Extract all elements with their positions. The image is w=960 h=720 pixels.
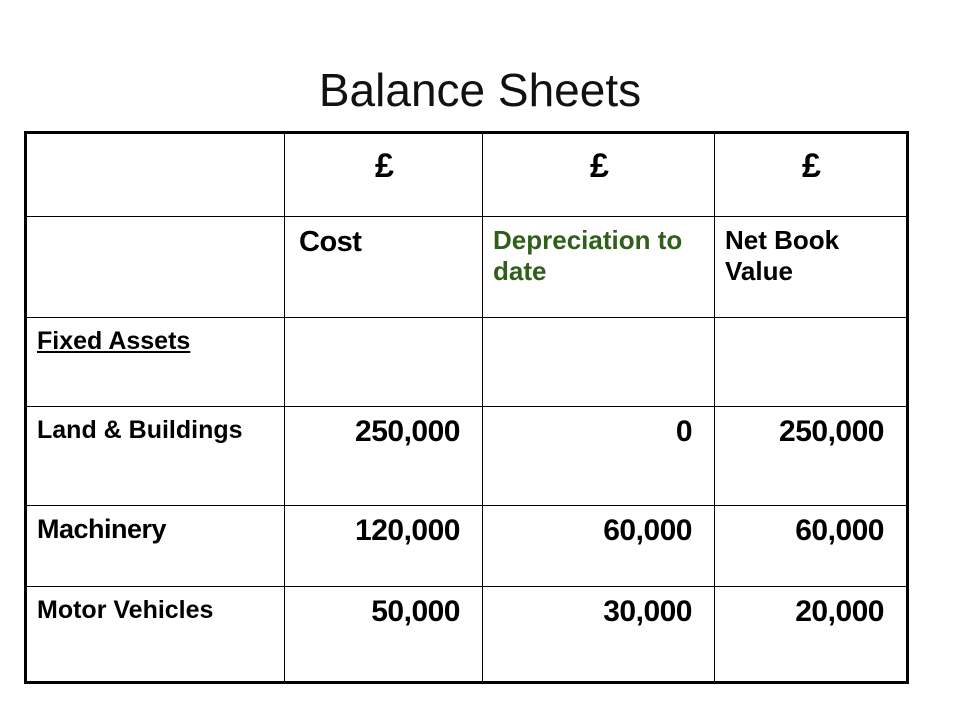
- nbv-cell: [715, 506, 907, 587]
- row-label-cell: [27, 587, 285, 682]
- depreciation-cell: [483, 587, 715, 682]
- balance-sheet-table: [26, 133, 907, 682]
- row-label: Machinery: [37, 514, 167, 544]
- nbv-value: 250,000: [779, 415, 884, 448]
- currency-symbol: £: [590, 147, 609, 185]
- header-nbv-cell: [715, 217, 907, 318]
- row-label-cell: [27, 407, 285, 506]
- table-row: [27, 407, 907, 506]
- section-row: [27, 318, 907, 407]
- cost-value: 50,000: [371, 595, 460, 628]
- section-label-fixed-assets: Fixed Assets: [37, 327, 191, 355]
- currency-cell-nbv: [715, 134, 907, 217]
- currency-row: [27, 134, 907, 217]
- section-label-cell: [27, 318, 285, 407]
- header-cost-cell: [285, 217, 483, 318]
- row-label-cell: [27, 506, 285, 587]
- cost-cell: [285, 506, 483, 587]
- row-label: Motor Vehicles: [37, 596, 214, 624]
- table-row: [27, 506, 907, 587]
- header-net-book-value: Net Book Value: [725, 225, 840, 286]
- currency-cell-depreciation: [483, 134, 715, 217]
- nbv-cell: [715, 587, 907, 682]
- cost-cell: [285, 587, 483, 682]
- depreciation-cell: [483, 506, 715, 587]
- nbv-value: 60,000: [795, 514, 884, 547]
- cost-value: 120,000: [355, 514, 460, 547]
- cost-cell: [285, 407, 483, 506]
- depreciation-cell: [483, 407, 715, 506]
- header-depreciation-cell: [483, 217, 715, 318]
- depreciation-value: 60,000: [603, 514, 692, 547]
- empty-cell: [27, 217, 285, 318]
- currency-symbol: £: [375, 147, 394, 185]
- table-row: [27, 587, 907, 682]
- header-cost: Cost: [299, 226, 362, 258]
- empty-cell: [27, 134, 285, 217]
- currency-cell-cost: [285, 134, 483, 217]
- empty-cell: [483, 318, 715, 407]
- nbv-cell: [715, 407, 907, 506]
- slide-title: Balance Sheets: [318, 64, 642, 116]
- currency-symbol: £: [802, 147, 821, 185]
- empty-cell: [715, 318, 907, 407]
- depreciation-value: 30,000: [603, 595, 692, 628]
- column-header-row: [27, 217, 907, 318]
- empty-cell: [285, 318, 483, 407]
- header-depreciation: Depreciation to date: [493, 225, 683, 286]
- row-label: Land & Buildings: [37, 416, 243, 444]
- depreciation-value: 0: [675, 415, 692, 448]
- nbv-value: 20,000: [795, 595, 884, 628]
- cost-value: 250,000: [355, 415, 460, 448]
